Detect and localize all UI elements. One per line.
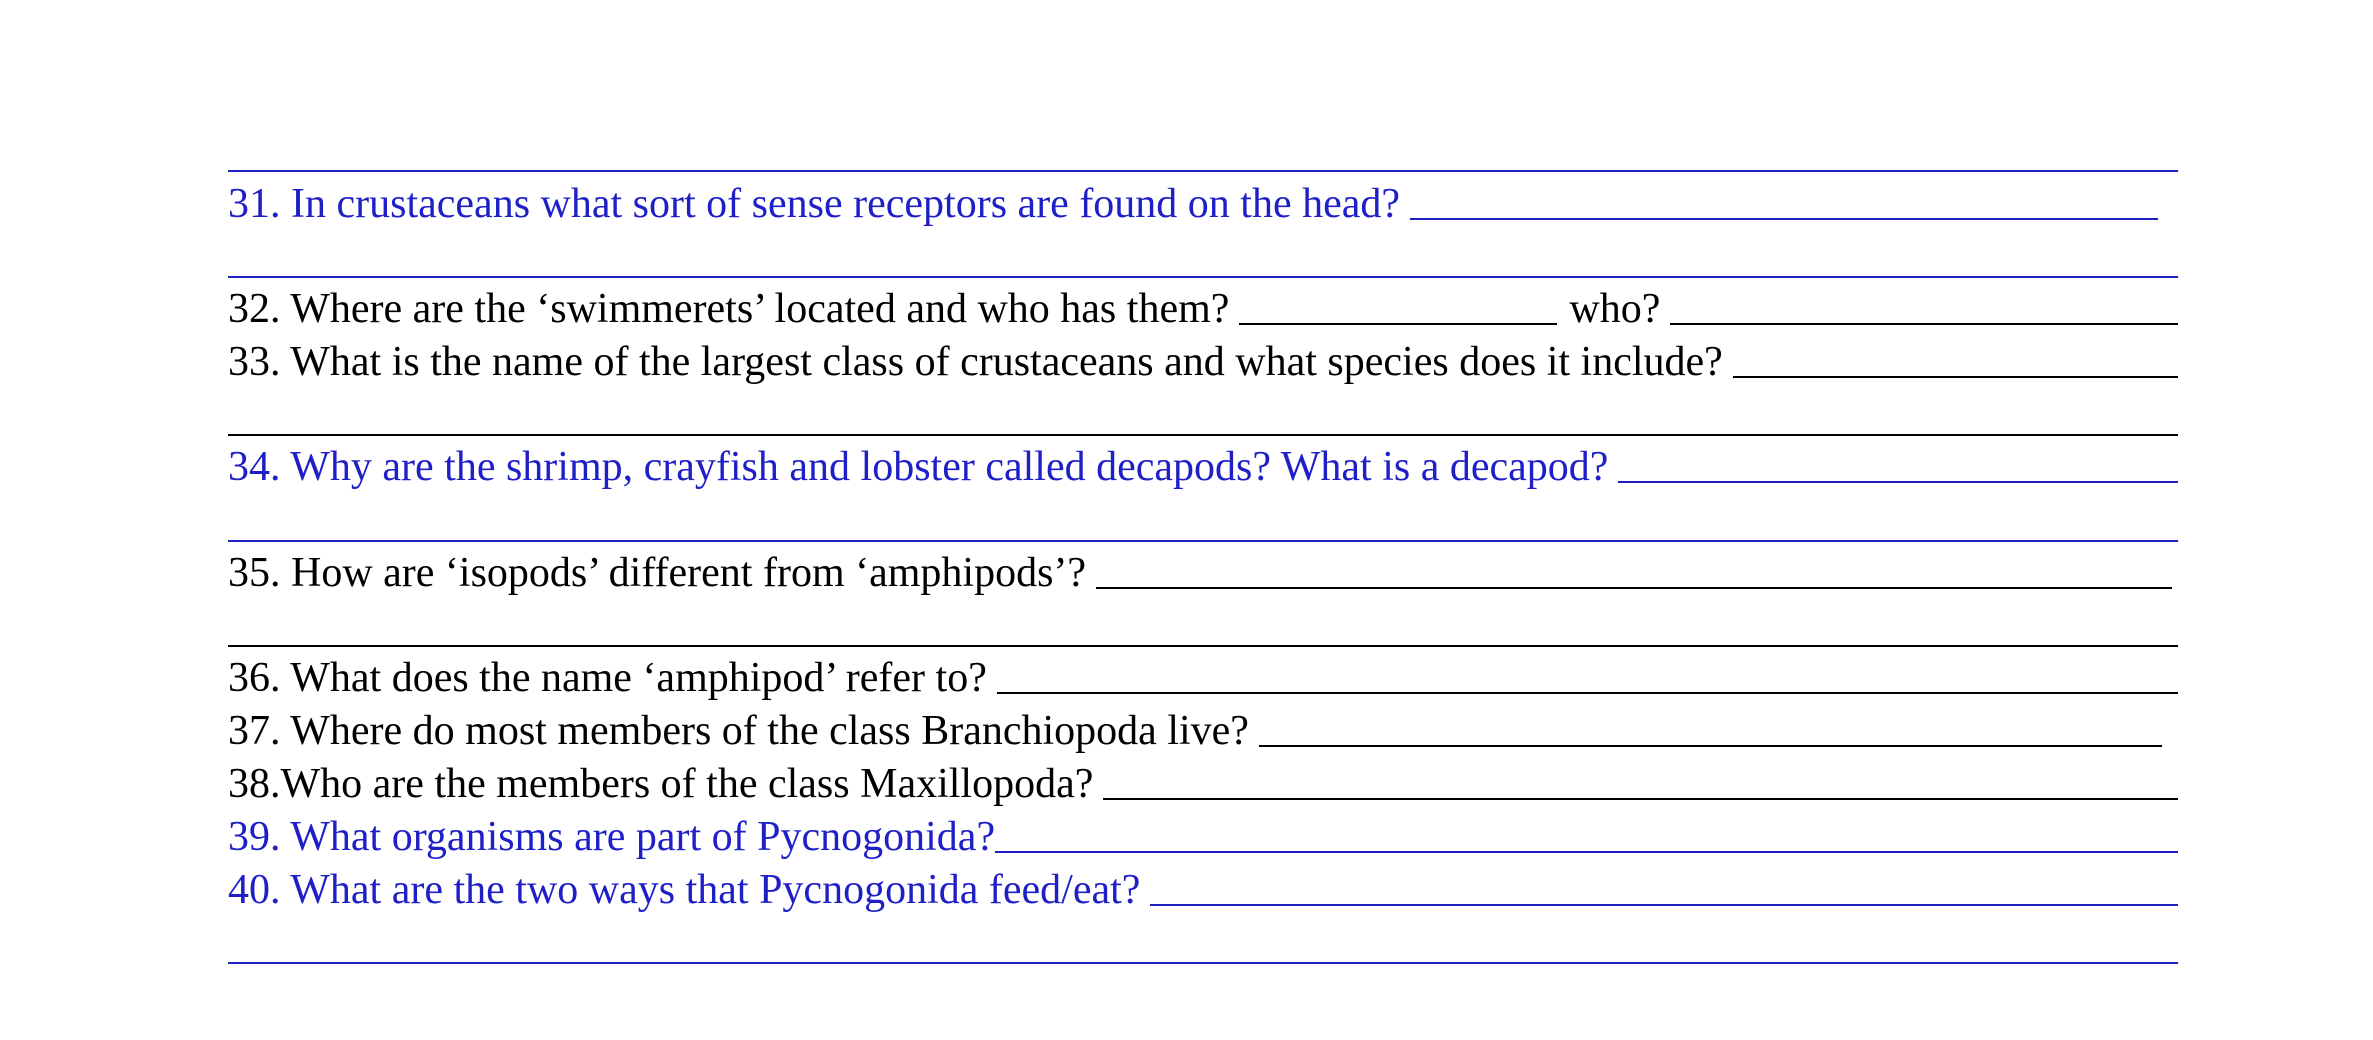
- answer-line: [228, 962, 2178, 964]
- answer-blank[interactable]: [1259, 745, 2162, 747]
- question-38: [228, 758, 2178, 810]
- question-33: [228, 336, 2178, 388]
- question-31: [228, 178, 2178, 230]
- answer-blank[interactable]: [1618, 481, 2178, 483]
- question-32: [228, 283, 2178, 335]
- answer-blank[interactable]: [1150, 904, 2178, 906]
- answer-line: [228, 170, 2178, 172]
- question-35-text: 35. How are ‘isopods’ different from ‘amphipods’?: [228, 550, 1087, 596]
- answer-line: [228, 276, 2178, 278]
- question-33-text: 33. What is the name of the largest class of crustaceans and what species does it include?: [228, 339, 1723, 385]
- answer-blank-who[interactable]: [1670, 323, 2178, 325]
- answer-blank[interactable]: [1103, 798, 2178, 800]
- answer-blank[interactable]: [1096, 587, 2172, 589]
- question-40-text: 40. What are the two ways that Pycnogonida feed/eat?: [228, 867, 1141, 913]
- question-37-text: 37. Where do most members of the class Branchiopoda live?: [228, 708, 1249, 754]
- question-38-text: 38.Who are the members of the class Maxillopoda?: [228, 761, 1094, 807]
- question-36: [228, 652, 2178, 704]
- answer-blank[interactable]: [1733, 376, 2178, 378]
- question-34: [228, 441, 2178, 493]
- question-40: [228, 864, 2178, 916]
- question-31-text: 31. In crustaceans what sort of sense receptors are found on the head?: [228, 181, 1401, 227]
- answer-blank[interactable]: [1410, 218, 2158, 220]
- question-32-text: 32. Where are the ‘swimmerets’ located and who has them?: [228, 286, 1230, 332]
- answer-line: [228, 540, 2178, 542]
- question-36-text: 36. What does the name ‘amphipod’ refer to?: [228, 655, 987, 701]
- question-39: [228, 811, 2178, 863]
- question-37: [228, 705, 2178, 757]
- question-39-text: 39. What organisms are part of Pycnogonida?: [228, 814, 996, 860]
- answer-blank[interactable]: [997, 692, 2178, 694]
- question-35: [228, 547, 2178, 599]
- question-32-who: who?: [1569, 286, 1661, 332]
- answer-blank[interactable]: [995, 851, 2178, 853]
- question-34-text: 34. Why are the shrimp, crayfish and lobster called decapods? What is a decapod?: [228, 444, 1609, 490]
- answer-blank-location[interactable]: [1239, 323, 1557, 325]
- answer-line: [228, 434, 2178, 436]
- answer-line: [228, 645, 2178, 647]
